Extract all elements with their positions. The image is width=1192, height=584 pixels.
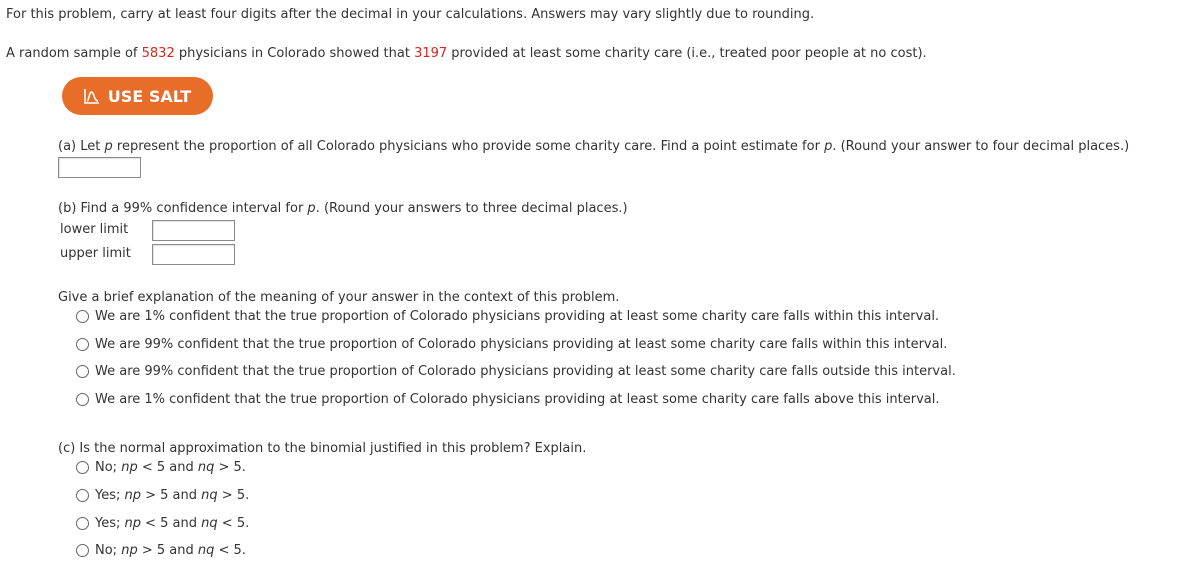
point-estimate-input[interactable] xyxy=(58,157,141,178)
option-nq: nq xyxy=(201,488,218,503)
upper-limit-label: upper limit xyxy=(60,246,131,261)
part-b-var-p: p xyxy=(307,201,316,216)
use-salt-button[interactable] xyxy=(62,77,213,115)
option-relation-2: > 5. xyxy=(217,488,250,503)
explanation-prompt: Give a brief explanation of the meaning of your answer in the context of this problem. xyxy=(58,290,620,305)
problem-text-pre: A random sample of xyxy=(6,46,142,61)
explanation-radio-2[interactable] xyxy=(76,338,89,351)
part-a-var-p: p xyxy=(104,139,113,154)
option-relation-2: > 5. xyxy=(214,460,246,475)
part-b-question xyxy=(58,201,628,216)
explanation-option-4: We are 1% confident that the true proportion of Colorado physicians providing at least some charity care falls above this interval. xyxy=(95,392,940,407)
explanation-radio-3[interactable] xyxy=(76,365,89,378)
option-relation-1: > 5 and xyxy=(137,543,198,558)
salt-chart-icon xyxy=(84,88,100,104)
option-np: np xyxy=(121,460,138,475)
problem-text-mid: physicians in Colorado showed that xyxy=(174,46,415,61)
part-b-text-pre: (b) Find a 99% confidence interval for xyxy=(58,201,308,216)
option-np: np xyxy=(121,543,138,558)
problem-text-post: provided at least some charity care (i.e., treated poor people at no cost). xyxy=(447,46,927,61)
option-relation-1: > 5 and xyxy=(141,488,202,503)
option-nq: nq xyxy=(197,460,215,475)
success-count-value: 3197 xyxy=(414,46,448,61)
option-nq: nq xyxy=(201,516,218,531)
explanation-option-2: We are 99% confident that the true proportion of Colorado physicians providing at least some charity care falls within this interval. xyxy=(95,337,948,352)
upper-limit-input[interactable] xyxy=(152,244,235,265)
option-answer: No; xyxy=(95,543,122,558)
part-a-text-post: . (Round your answer to four decimal places.) xyxy=(832,139,1130,154)
option-np: np xyxy=(124,488,141,503)
lower-limit-label: lower limit xyxy=(60,222,129,237)
part-a-text-pre: (a) Let xyxy=(58,139,105,154)
option-answer: No; xyxy=(95,460,122,475)
normal-approx-option-3 xyxy=(95,516,249,531)
option-answer: Yes; xyxy=(95,488,125,503)
option-np: np xyxy=(124,516,141,531)
explanation-option-1: We are 1% confident that the true proportion of Colorado physicians providing at least some charity care falls within this interval. xyxy=(95,309,940,324)
instructions-text: For this problem, carry at least four digits after the decimal in your calculations. Answers may vary slightly due to rounding. xyxy=(6,7,815,22)
option-nq: nq xyxy=(197,543,215,558)
option-answer: Yes; xyxy=(95,516,125,531)
option-relation-1: < 5 and xyxy=(141,516,202,531)
normal-approx-radio-4[interactable] xyxy=(76,544,89,557)
normal-approx-radio-3[interactable] xyxy=(76,517,89,530)
lower-limit-input[interactable] xyxy=(152,220,235,241)
use-salt-label: USE SALT xyxy=(107,86,192,106)
part-a-text-mid: represent the proportion of all Colorado physicians who provide some charity care. Find a point estimate for xyxy=(112,139,825,154)
part-c-question: (c) Is the normal approximation to the binomial justified in this problem? Explain. xyxy=(58,441,587,456)
option-relation-2: < 5. xyxy=(217,516,250,531)
normal-approx-option-1 xyxy=(95,460,246,475)
option-relation-2: < 5. xyxy=(214,543,246,558)
explanation-radio-4[interactable] xyxy=(76,393,89,406)
part-a-question xyxy=(58,139,1129,154)
normal-approx-radio-2[interactable] xyxy=(76,489,89,502)
part-b-text-post: . (Round your answers to three decimal places.) xyxy=(315,201,628,216)
normal-approx-radio-1[interactable] xyxy=(76,461,89,474)
part-a-var-p2: p xyxy=(824,139,833,154)
problem-statement xyxy=(6,46,927,61)
normal-approx-option-4 xyxy=(95,543,246,558)
option-relation-1: < 5 and xyxy=(137,460,198,475)
normal-approx-option-2 xyxy=(95,488,249,503)
sample-size-value: 5832 xyxy=(141,46,175,61)
explanation-radio-1[interactable] xyxy=(76,310,89,323)
explanation-option-3: We are 99% confident that the true proportion of Colorado physicians providing at least some charity care falls outside this interval. xyxy=(95,364,956,379)
